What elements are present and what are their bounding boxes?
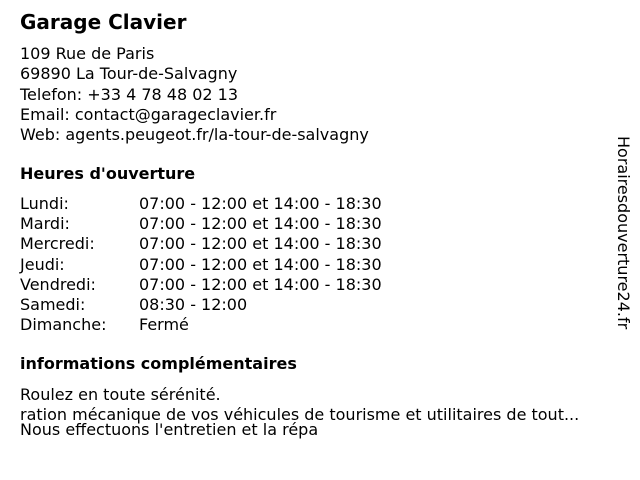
- info-heading: informations complémentaires: [20, 354, 297, 373]
- hours-day-label: Jeudi:: [20, 255, 65, 274]
- info-line-2: ration mécanique de vos véhicules de tourisme et utilitaires de tout...: [20, 405, 580, 424]
- web-line: Web: agents.peugeot.fr/la-tour-de-salvagny: [20, 125, 369, 144]
- info-line-3: Nous effectuons l'entretien et la répa: [20, 420, 319, 439]
- email-line: Email: contact@garageclavier.fr: [20, 105, 277, 124]
- hours-value: 07:00 - 12:00 et 14:00 - 18:30: [139, 214, 382, 233]
- hours-value: 07:00 - 12:00 et 14:00 - 18:30: [139, 255, 382, 274]
- address-line-2: 69890 La Tour-de-Salvagny: [20, 64, 238, 83]
- info-line-1: Roulez en toute sérénité.: [20, 385, 221, 404]
- hours-value: Fermé: [139, 315, 189, 334]
- hours-heading: Heures d'ouverture: [20, 164, 196, 183]
- business-name: Garage Clavier: [20, 10, 187, 34]
- hours-day-label: Mercredi:: [20, 234, 95, 253]
- phone-line: Telefon: +33 4 78 48 02 13: [20, 85, 239, 104]
- watermark-text: Horairesdouverture24.fr: [614, 136, 633, 330]
- hours-day-label: Lundi:: [20, 194, 69, 213]
- hours-value: 07:00 - 12:00 et 14:00 - 18:30: [139, 194, 382, 213]
- hours-day-label: Mardi:: [20, 214, 70, 233]
- address-line-1: 109 Rue de Paris: [20, 44, 155, 63]
- hours-day-label: Vendredi:: [20, 275, 96, 294]
- hours-value: 08:30 - 12:00: [139, 295, 248, 314]
- hours-day-label: Dimanche:: [20, 315, 107, 334]
- hours-value: 07:00 - 12:00 et 14:00 - 18:30: [139, 234, 382, 253]
- hours-value: 07:00 - 12:00 et 14:00 - 18:30: [139, 275, 382, 294]
- hours-day-label: Samedi:: [20, 295, 86, 314]
